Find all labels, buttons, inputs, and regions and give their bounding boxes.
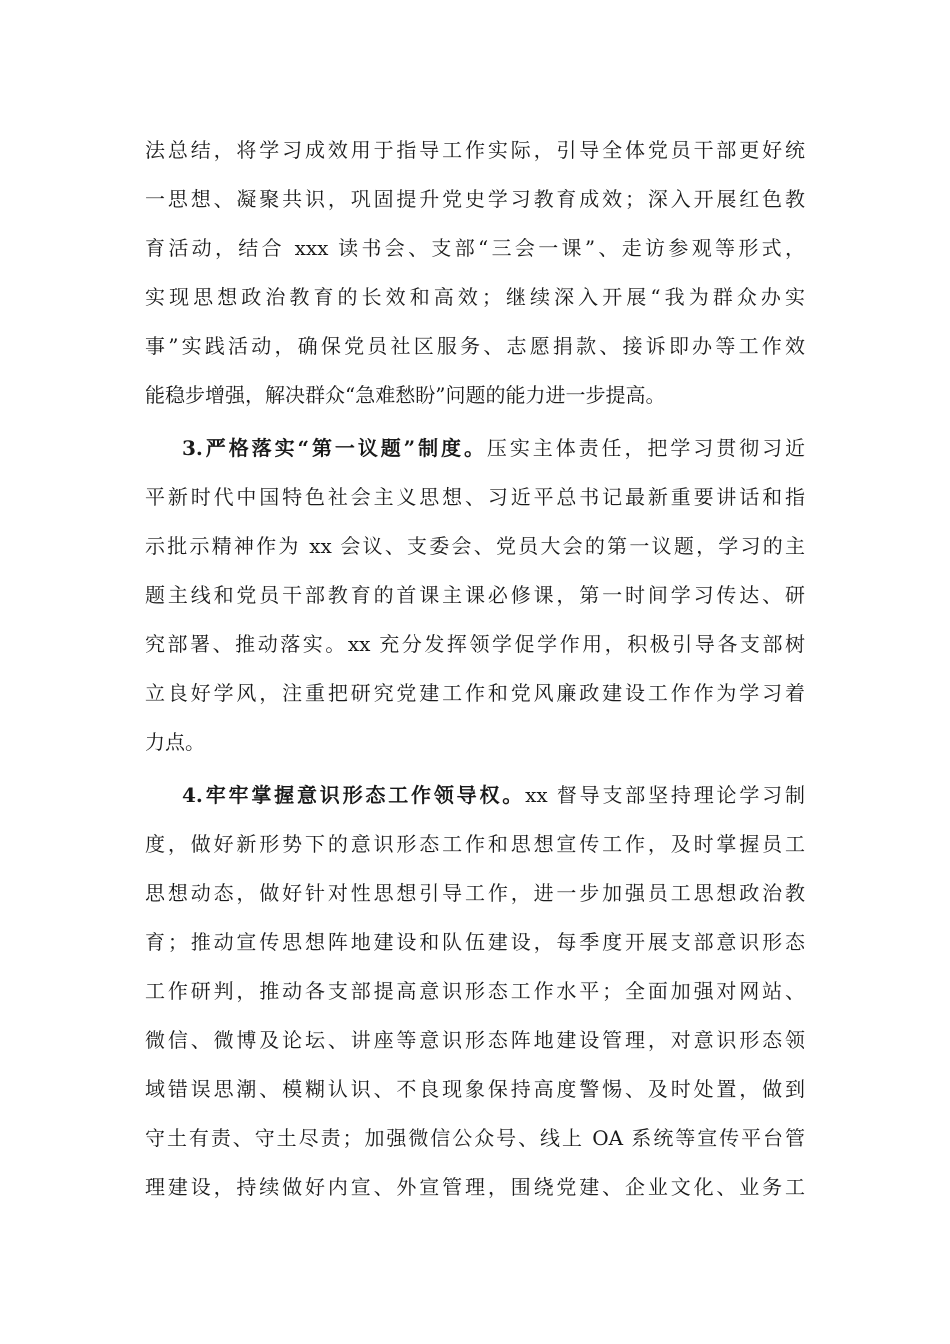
- text-span: xx 督导支部坚持理论学习制: [525, 783, 805, 807]
- text-line: 能稳步增强，解决群众“急难愁盼”问题的能力进一步提高。: [145, 383, 666, 407]
- text-line: 力点。: [145, 730, 205, 754]
- section-4-first-line: [145, 771, 805, 820]
- text-line: 工作研判，推动各支部提高意识形态工作水平；全面加强对网站、: [145, 979, 805, 1003]
- text-line: 度，做好新形势下的意识形态工作和思想宣传工作，及时掌握员工: [145, 832, 805, 856]
- text-line: 理建设，持续做好内宣、外宣管理，围绕党建、企业文化、业务工: [145, 1175, 805, 1199]
- text-line: 示批示精神作为 xx 会议、支委会、党员大会的第一议题，学习的主: [145, 534, 805, 558]
- text-line: 微信、微博及论坛、讲座等意识形态阵地建设管理，对意识形态领: [145, 1028, 805, 1052]
- text-line: 守土有责、守土尽责；加强微信公众号、线上 OA 系统等宣传平台管: [145, 1126, 805, 1150]
- text-line: 法总结，将学习成效用于指导工作实际，引导全体党员干部更好统: [145, 138, 805, 162]
- section-4-heading: 4.牢牢掌握意识形态工作领导权。: [182, 783, 526, 807]
- section-3-heading: 3.严格落实“第一议题”制度。: [182, 436, 487, 460]
- paragraph-section-3: [145, 424, 805, 767]
- text-line: 域错误思潮、模糊认识、不良现象保持高度警惕、及时处置，做到: [145, 1077, 805, 1101]
- paragraph-section-4: [145, 771, 805, 1212]
- text-line: 一思想、凝聚共识，巩固提升党史学习教育成效；深入开展红色教: [145, 187, 805, 211]
- text-line: 育活动，结合 xxx 读书会、支部“三会一课”、走访参观等形式，: [145, 236, 805, 260]
- text-line: 事”实践活动，确保党员社区服务、志愿捐款、接诉即办等工作效: [145, 334, 805, 358]
- text-line: 育；推动宣传思想阵地建设和队伍建设，每季度开展支部意识形态: [145, 930, 805, 954]
- text-line: 立良好学风，注重把研究党建工作和党风廉政建设工作作为学习着: [145, 681, 805, 705]
- text-line: 实现思想政治教育的长效和高效；继续深入开展“我为群众办实: [145, 285, 805, 309]
- text-line: 思想动态，做好针对性思想引导工作，进一步加强员工思想政治教: [145, 881, 805, 905]
- text-line: 题主线和党员干部教育的首课主课必修课，第一时间学习传达、研: [145, 583, 805, 607]
- text-line: 究部署、推动落实。xx 充分发挥领学促学作用，积极引导各支部树: [145, 632, 805, 656]
- text-line: 平新时代中国特色社会主义思想、习近平总书记最新重要讲话和指: [145, 485, 805, 509]
- document-body: [145, 126, 805, 1212]
- paragraph-1: [145, 126, 805, 420]
- text-span: 压实主体责任，把学习贯彻习近: [486, 436, 805, 460]
- section-3-first-line: [145, 424, 805, 473]
